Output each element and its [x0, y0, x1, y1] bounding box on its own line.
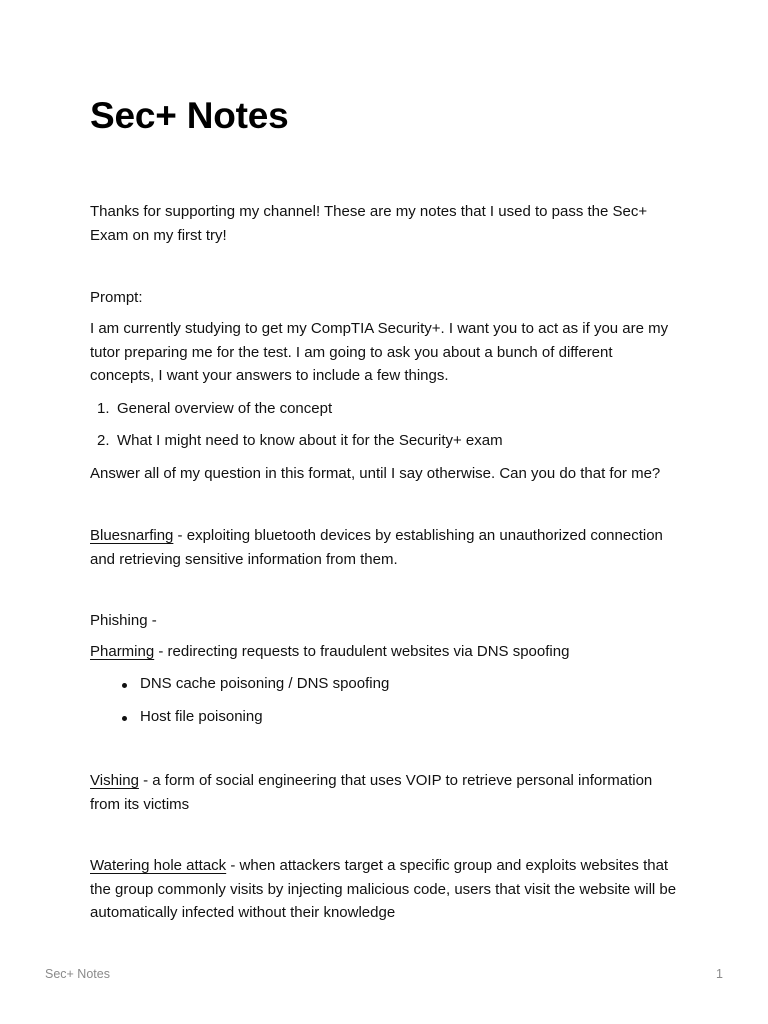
- footer-title: Sec+ Notes: [45, 967, 110, 981]
- list-item-text: General overview of the concept: [117, 400, 333, 417]
- phishing-entry: Phishing -: [90, 612, 157, 629]
- list-item-number: 1.: [97, 400, 110, 417]
- vishing-entry: [90, 769, 680, 816]
- watering-hole-term: Watering hole attack: [90, 857, 227, 874]
- intro-paragraph: Thanks for supporting my channel! These are my notes that I used to pass the Sec+ Exam on my first try!: [90, 203, 648, 244]
- bullet-icon: [122, 683, 127, 688]
- page-title: Sec+ Notes: [90, 95, 289, 136]
- list-item-number: 2.: [97, 432, 110, 449]
- prompt-label: Prompt:: [90, 289, 143, 306]
- vishing-definition: - a form of social engineering that uses VOIP to retrieve personal information from its victims: [90, 772, 653, 813]
- list-item-text: Host file poisoning: [140, 708, 263, 725]
- bullet-icon: [122, 716, 127, 721]
- pharming-term: Pharming: [90, 643, 155, 660]
- footer-page-number: 1: [716, 967, 723, 981]
- prompt-closing: Answer all of my question in this format, until I say otherwise. Can you do that for me?: [90, 465, 661, 482]
- vishing-term: Vishing: [90, 772, 139, 789]
- watering-hole-entry: [90, 854, 680, 925]
- watering-hole-definition: - when attackers target a specific group and exploits websites that the group commonly visits by injecting malicious code, users that visit the website will be automatically infected without their knowledge: [90, 857, 677, 921]
- list-item-text: DNS cache poisoning / DNS spoofing: [140, 675, 390, 692]
- prompt-body: I am currently studying to get my CompTIA Security+. I want you to act as if you are my tutor preparing me for the test. I am going to ask you about a bunch of different concepts, I want your answers to include a few things.: [90, 320, 669, 384]
- pharming-definition: - redirecting requests to fraudulent websites via DNS spoofing: [154, 643, 570, 660]
- bluesnarfing-definition: - exploiting bluetooth devices by establishing an unauthorized connection and retrieving sensitive information from them.: [90, 527, 663, 568]
- pharming-entry: [90, 640, 680, 664]
- bluesnarfing-term: Bluesnarfing: [90, 527, 174, 544]
- list-item-text: What I might need to know about it for the Security+ exam: [117, 432, 503, 449]
- bluesnarfing-entry: [90, 524, 680, 571]
